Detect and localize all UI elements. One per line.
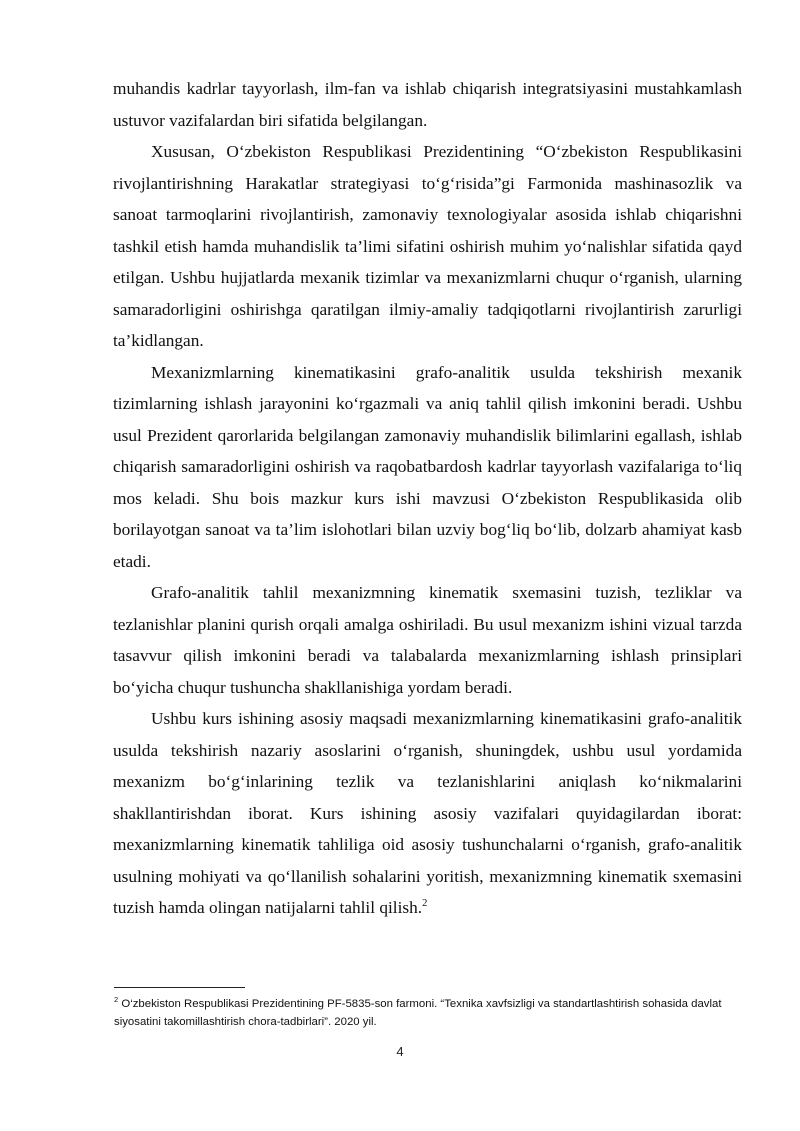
paragraph-5-text: Ushbu kurs ishining asosiy maqsadi mexanizmlarning kinematikasini grafo-analitik usulda tekshirish nazariy asoslarini o‘rganish, shuningdek, ushbu usul yordamida mexanizm bo‘g‘inlarining tezlik va tezlanishlarini aniqlash ko‘nikmalarini shakllantirishdan iborat. Kurs ishining asosiy vazifalari quyidagilardan iborat: mexanizmlarning kinematik tahliliga oid asosiy tushunchalarni o‘rganish, grafo-analitik usulning mohiyati va qo‘llanilish sohalarini yoritish, mexanizmning kinematik sxemasini tuzish hamda olingan natijalarni tahlil qilish. [113, 709, 742, 917]
page-number: 4 [396, 1044, 404, 1059]
paragraph-4: Grafo-analitik tahlil mexanizmning kinematik sxemasini tuzish, tezliklar va tezlanishlar planini qurish orqali amalga oshiriladi. Bu usul mexanizm ishini vizual tarzda tasavvur qilish imkonini beradi va talabalarda mexanizmlarning ishlash prinsiplari bo‘yicha chuqur tushuncha shakllanishiga yordam beradi. [113, 583, 742, 697]
paragraph-2: Xususan, O‘zbekiston Respublikasi Prezidentining “O‘zbekiston Respublikasini rivojlantirishning Harakatlar strategiyasi to‘g‘risida”gi Farmonida mashinasozlik va sanoat tarmoqlarini rivojlantirish, zamonaviy texnologiyalar asosida ishlab chiqarishni tashkil etish hamda muhandislik ta’limi sifatini oshirish muhim yo‘nalishlar sifatida qayd etilgan. Ushbu hujjatlarda mexanik tizimlar va mexanizmlarni chuqur o‘rganish, ularning samaradorligini oshirishga qaratilgan ilmiy-amaliy tadqiqotlarni rivojlantirish zarurligi ta’kidlangan. [113, 142, 742, 350]
footnote-reference[interactable]: 2 [422, 898, 428, 910]
footnote-marker: 2 [114, 995, 119, 1005]
paragraph-3: Mexanizmlarning kinematikasini grafo-analitik usulda tekshirish mexanik tizimlarning ishlash jarayonini ko‘rgazmali va aniq tahlil qilish imkonini beradi. Ushbu usul Prezident qarorlarida belgilangan zamonaviy muhandislik bilimlarini egallash, ishlab chiqarish samaradorligini oshirish va raqobatbardosh kadrlar tayyorlash vazifalariga to‘liq mos keladi. Shu bois mazkur kurs ishi mavzusi O‘zbekiston Respublikasida olib borilayotgan sanoat va ta’lim islohotlari bilan uzviy bog‘liq bo‘lib, dolzarb ahamiyat kasb etadi. [113, 362, 742, 571]
paragraph-5 [113, 703, 742, 924]
body-text [113, 73, 742, 924]
paragraph-1: muhandis kadrlar tayyorlash, ilm-fan va ishlab chiqarish integratsiyasini mustahkamlash ustuvor vazifalardan biri sifatida belgilangan. [113, 79, 742, 130]
footnote-text: O‘zbekiston Respublikasi Prezidentining PF-5835-son farmoni. “Texnika xavfsizligi va standartlashtirish sohasida davlat siyosatini takomillashtirish chora-tadbirlari”. 2020 yil. [114, 998, 722, 1028]
footnote-separator [114, 987, 245, 988]
footnote [114, 995, 742, 1031]
